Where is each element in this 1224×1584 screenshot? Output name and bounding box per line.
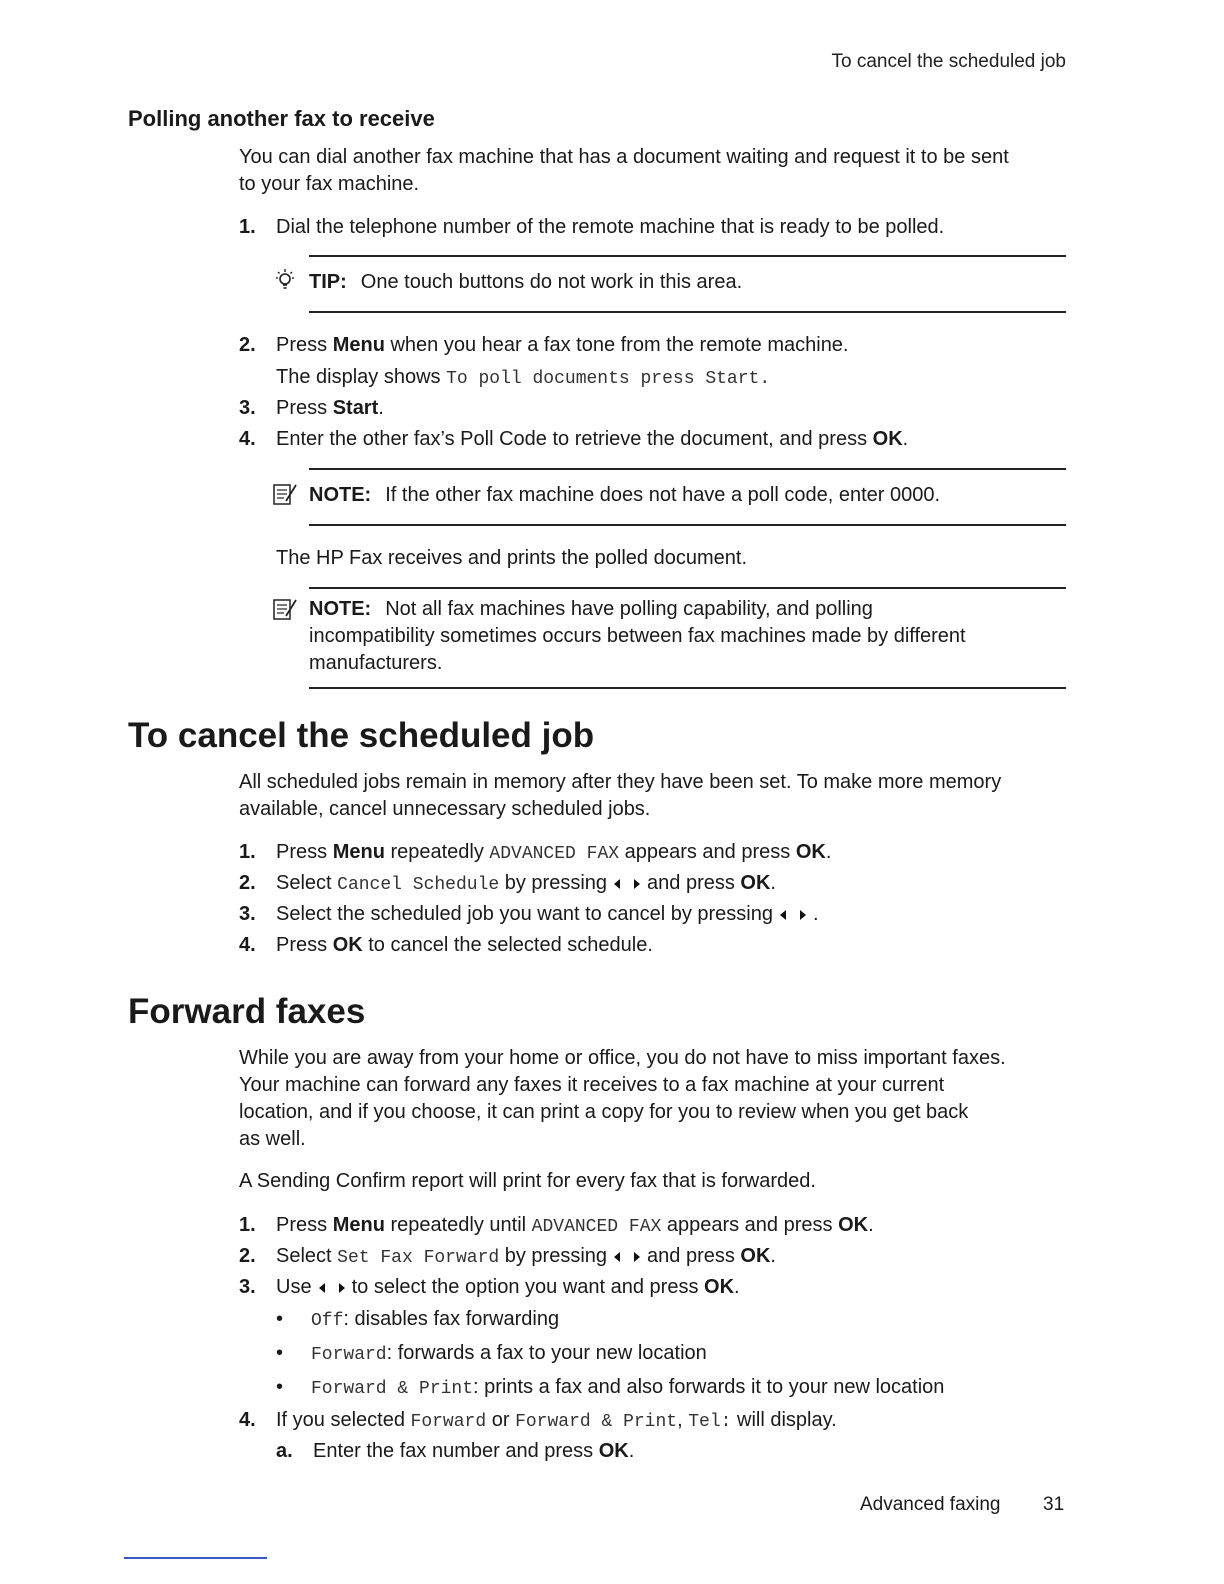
forward-intro: While you are away from your home or office, you do not have to miss important faxes. Your machine can forward any faxes it receives to a fax machine at your current location, and if you choose, it can print a copy for you to review when you get back as well. — [239, 1047, 1006, 1150]
tip-top-rule — [309, 255, 1066, 257]
right-arrow-icon — [634, 1252, 640, 1262]
display-message: The display shows To poll documents press Start. — [276, 366, 771, 389]
note-icon — [272, 481, 298, 507]
lightbulb-icon — [272, 268, 298, 294]
section-heading-forward: Forward faxes — [128, 992, 366, 1031]
forward-confirm: A Sending Confirm report will print for every fax that is forwarded. — [239, 1170, 816, 1192]
note-icon — [272, 596, 298, 622]
tip-bottom-rule — [309, 311, 1066, 313]
tip-callout: TIP: One touch buttons do not work in this area. — [309, 271, 743, 293]
note2-bottom-rule — [309, 687, 1066, 689]
cancel-intro: All scheduled jobs remain in memory after they have been set. To make more memory available, cancel unnecessary scheduled jobs. — [239, 771, 1002, 820]
right-arrow-icon — [800, 910, 806, 920]
note2-callout: NOTE: Not all fax machines have polling capability, and polling incompatibility sometimes occurs between fax machines made by different manufacturers. — [309, 598, 966, 674]
footer-section-name: Advanced faxing — [860, 1494, 1001, 1515]
running-header: To cancel the scheduled job — [831, 51, 1066, 72]
footnote-rule — [124, 1557, 267, 1559]
note1-callout: NOTE: If the other fax machine does not have a poll code, enter 0000. — [309, 484, 941, 506]
section-heading-cancel: To cancel the scheduled job — [128, 716, 595, 755]
left-arrow-icon — [780, 910, 786, 920]
note1-top-rule — [309, 468, 1066, 470]
right-arrow-icon — [634, 879, 640, 889]
left-arrow-icon — [614, 879, 620, 889]
section-heading-polling: Polling another fax to receive — [128, 106, 435, 131]
polling-intro: You can dial another fax machine that has a document waiting and request it to be sent to your fax machine. — [239, 146, 1009, 195]
right-arrow-icon — [339, 1283, 345, 1293]
note1-bottom-rule — [309, 524, 1066, 526]
polling-result: The HP Fax receives and prints the polled document. — [276, 547, 747, 569]
page-number: 31 — [1043, 1494, 1065, 1515]
note2-top-rule — [309, 587, 1066, 589]
left-arrow-icon — [319, 1283, 325, 1293]
left-arrow-icon — [614, 1252, 620, 1262]
